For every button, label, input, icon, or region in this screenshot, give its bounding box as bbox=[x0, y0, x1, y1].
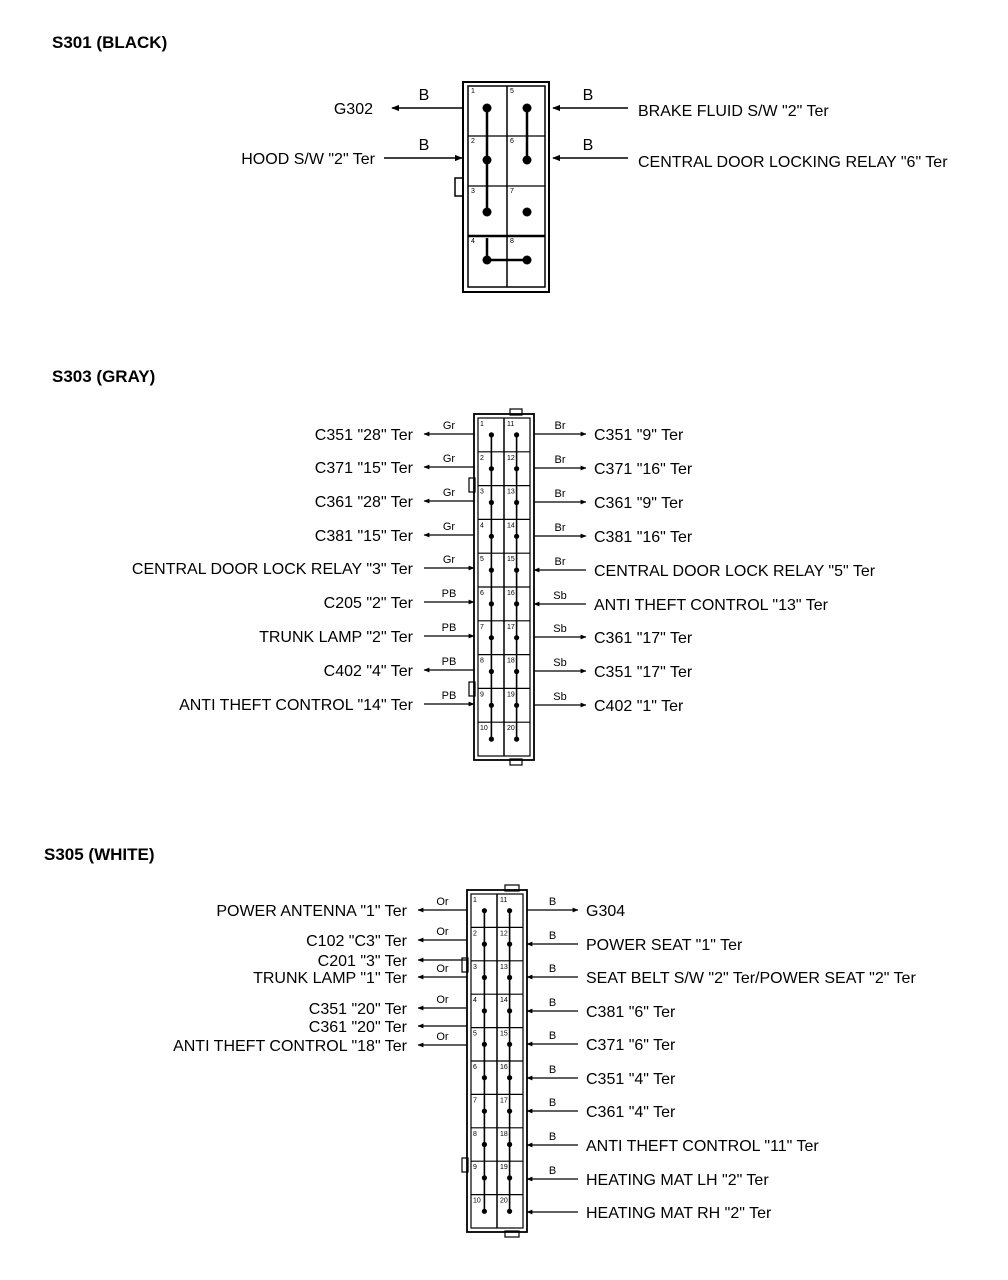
pin-dot bbox=[489, 601, 494, 606]
pin-dot bbox=[507, 1008, 512, 1013]
left-circuit-label: C351 "28" Ter bbox=[314, 427, 413, 444]
pin-dot bbox=[489, 703, 494, 708]
right-circuit-label: SEAT BELT S/W "2" Ter/POWER SEAT "2" Ter bbox=[586, 970, 916, 987]
pin-number: 11 bbox=[507, 421, 515, 428]
s305-connector bbox=[462, 885, 527, 1237]
right-wire-color: B bbox=[548, 896, 557, 908]
left-wire-color: PB bbox=[441, 690, 457, 702]
right-wire-color: B bbox=[548, 1064, 557, 1076]
pin-number: 15 bbox=[500, 1030, 508, 1038]
right-wire-color: Sb bbox=[553, 657, 567, 669]
pin-number: 12 bbox=[500, 930, 508, 938]
pin-number: 8 bbox=[480, 657, 484, 665]
pin-dot bbox=[482, 908, 487, 913]
left-wire-color: Gr bbox=[442, 420, 456, 432]
pin-dot bbox=[489, 466, 494, 471]
right-circuit-label: ANTI THEFT CONTROL "11" Ter bbox=[586, 1138, 819, 1155]
pin-dot bbox=[514, 534, 519, 539]
s301-title: S301 (BLACK) bbox=[52, 33, 168, 52]
pin-dot bbox=[507, 1075, 512, 1080]
pin-number: 11 bbox=[500, 897, 508, 904]
svg-text:8: 8 bbox=[510, 238, 514, 245]
pin-dot bbox=[507, 1042, 512, 1047]
left-wire-color: PB bbox=[441, 622, 457, 634]
pin-dot bbox=[514, 737, 519, 742]
left-wire-color: Or bbox=[436, 1031, 449, 1043]
pin-dot bbox=[507, 1209, 512, 1214]
pin-dot bbox=[507, 975, 512, 980]
pin-dot bbox=[489, 500, 494, 505]
pin-number: 17 bbox=[507, 623, 515, 631]
left-circuit-label: C361 "28" Ter bbox=[314, 494, 413, 511]
pin-dot bbox=[482, 1142, 487, 1147]
s301-left-wire-color: B bbox=[418, 137, 430, 154]
pin-number: 1 bbox=[473, 897, 477, 904]
s305-title: S305 (WHITE) bbox=[44, 845, 155, 864]
pin-dot bbox=[482, 1175, 487, 1180]
right-wire-color: B bbox=[548, 1131, 557, 1143]
pin-dot bbox=[489, 432, 494, 437]
right-circuit-label: C381 "6" Ter bbox=[586, 1004, 676, 1021]
right-wire-color: B bbox=[548, 1030, 557, 1042]
right-wire-color: B bbox=[548, 963, 557, 975]
right-circuit-label: G304 bbox=[586, 903, 626, 920]
pin-number: 20 bbox=[507, 725, 515, 733]
right-wire-color: Br bbox=[554, 488, 566, 500]
pin-number: 4 bbox=[473, 997, 477, 1005]
pin-dot bbox=[514, 432, 519, 437]
left-wire-color: Gr bbox=[442, 554, 456, 566]
left-circuit-label: TRUNK LAMP "2" Ter bbox=[259, 629, 413, 646]
right-wire-color: B bbox=[548, 930, 557, 942]
svg-text:4: 4 bbox=[471, 238, 475, 245]
s305-wires bbox=[173, 896, 916, 1222]
pin-dot bbox=[507, 1142, 512, 1147]
pin-dot bbox=[482, 1209, 487, 1214]
right-wire-color: Sb bbox=[553, 691, 567, 703]
left-wire-color: Or bbox=[436, 994, 449, 1006]
pin-number: 1 bbox=[480, 421, 484, 428]
right-wire-color: Br bbox=[554, 420, 566, 432]
left-circuit-label: C402 "4" Ter bbox=[323, 663, 413, 680]
svg-text:5: 5 bbox=[510, 88, 514, 95]
left-wire-color: PB bbox=[441, 588, 457, 600]
right-circuit-label: C371 "6" Ter bbox=[586, 1037, 676, 1054]
left-wire-color: Or bbox=[436, 896, 449, 908]
s303-section bbox=[52, 367, 876, 765]
right-wire-color: Sb bbox=[553, 590, 567, 602]
pin-number: 20 bbox=[500, 1197, 508, 1205]
pin-number: 7 bbox=[480, 623, 484, 631]
pin-dot bbox=[482, 1008, 487, 1013]
pin-number: 7 bbox=[473, 1097, 477, 1105]
right-wire-color: B bbox=[548, 997, 557, 1009]
pin-dot bbox=[482, 1075, 487, 1080]
right-wire-color: Br bbox=[554, 454, 566, 466]
pin-dot bbox=[482, 1042, 487, 1047]
pin-number: 16 bbox=[500, 1064, 508, 1071]
left-circuit-label: CENTRAL DOOR LOCK RELAY "3" Ter bbox=[131, 561, 413, 578]
s301-right-wire-color: B bbox=[582, 87, 594, 104]
pin-number: 19 bbox=[500, 1164, 508, 1172]
s301-section bbox=[52, 33, 948, 292]
left-circuit-label: C351 "20" Ter bbox=[308, 1001, 407, 1018]
pin-number: 6 bbox=[473, 1064, 477, 1071]
s303-connector bbox=[469, 409, 534, 765]
pin-number: 4 bbox=[480, 522, 484, 530]
pin-dot bbox=[514, 466, 519, 471]
pin-dot bbox=[507, 1109, 512, 1114]
pin-dot bbox=[514, 601, 519, 606]
right-circuit-label: C351 "9" Ter bbox=[594, 427, 684, 444]
pin-number: 14 bbox=[500, 997, 508, 1005]
pin-dot bbox=[482, 942, 487, 947]
left-circuit-label: C381 "15" Ter bbox=[314, 528, 413, 545]
svg-text:1: 1 bbox=[471, 88, 475, 95]
pin-dot bbox=[489, 534, 494, 539]
left-wire-color: Or bbox=[436, 926, 449, 938]
left-circuit-label: TRUNK LAMP "1" Ter bbox=[253, 970, 407, 987]
pin-number: 10 bbox=[480, 725, 488, 733]
pin-dot bbox=[514, 669, 519, 674]
pin-number: 13 bbox=[500, 963, 508, 971]
pin-number: 14 bbox=[507, 522, 515, 530]
pin-dot bbox=[514, 703, 519, 708]
right-circuit-label: C371 "16" Ter bbox=[594, 461, 693, 478]
pin-number: 8 bbox=[473, 1130, 477, 1138]
pin-number: 9 bbox=[480, 691, 484, 699]
pin-number: 10 bbox=[473, 1197, 481, 1205]
right-circuit-label: C402 "1" Ter bbox=[594, 698, 684, 715]
svg-text:7: 7 bbox=[510, 188, 514, 195]
right-circuit-label: C381 "16" Ter bbox=[594, 529, 693, 546]
left-circuit-label: C361 "20" Ter bbox=[308, 1019, 407, 1036]
s301-left-label: HOOD S/W "2" Ter bbox=[241, 151, 375, 168]
pin-number: 3 bbox=[473, 963, 477, 971]
left-circuit-label: C102 "C3" Ter bbox=[306, 933, 407, 950]
pin-dot bbox=[489, 737, 494, 742]
pin-number: 18 bbox=[500, 1130, 508, 1138]
s301-left-label: G302 bbox=[333, 101, 373, 118]
s305-section bbox=[44, 845, 916, 1237]
s301-right-wire-color: B bbox=[582, 137, 594, 154]
pin-dot bbox=[489, 635, 494, 640]
right-circuit-label: C361 "17" Ter bbox=[594, 630, 693, 647]
pin-dot bbox=[514, 500, 519, 505]
pin-dot bbox=[514, 635, 519, 640]
left-circuit-label: ANTI THEFT CONTROL "18" Ter bbox=[173, 1038, 407, 1055]
pin-dot bbox=[489, 568, 494, 573]
right-wire-color: Br bbox=[554, 522, 566, 534]
right-wire-color: Sb bbox=[553, 623, 567, 635]
left-wire-color: Gr bbox=[442, 453, 456, 465]
left-wire-color: Gr bbox=[442, 521, 456, 533]
s303-title: S303 (GRAY) bbox=[52, 367, 156, 386]
left-wire-color: Gr bbox=[442, 487, 456, 499]
s301-connector bbox=[455, 82, 549, 292]
right-circuit-label: C351 "4" Ter bbox=[586, 1071, 676, 1088]
right-circuit-label: HEATING MAT RH "2" Ter bbox=[586, 1205, 772, 1222]
left-circuit-label: POWER ANTENNA "1" Ter bbox=[216, 903, 407, 920]
left-circuit-label: ANTI THEFT CONTROL "14" Ter bbox=[179, 697, 413, 714]
left-circuit-label: C371 "15" Ter bbox=[314, 460, 413, 477]
right-circuit-label: C351 "17" Ter bbox=[594, 664, 693, 681]
s301-right-label: BRAKE FLUID S/W "2" Ter bbox=[638, 103, 829, 120]
pin-number: 12 bbox=[507, 454, 515, 462]
right-circuit-label: C361 "9" Ter bbox=[594, 495, 684, 512]
pin-number: 15 bbox=[507, 556, 515, 564]
s301-right-label: CENTRAL DOOR LOCKING RELAY "6" Ter bbox=[638, 154, 948, 171]
right-circuit-label: POWER SEAT "1" Ter bbox=[586, 937, 743, 954]
right-circuit-label: C361 "4" Ter bbox=[586, 1104, 676, 1121]
pin-dot bbox=[507, 908, 512, 913]
right-wire-color: B bbox=[548, 1165, 557, 1177]
left-wire-color: PB bbox=[441, 656, 457, 668]
pin-number: 13 bbox=[507, 488, 515, 496]
left-circuit-label: C201 "3" Ter bbox=[317, 953, 407, 970]
right-circuit-label: ANTI THEFT CONTROL "13" Ter bbox=[594, 597, 828, 614]
pin-dot bbox=[514, 568, 519, 573]
pin-number: 17 bbox=[500, 1097, 508, 1105]
pin-number: 6 bbox=[480, 590, 484, 597]
pin-number: 16 bbox=[507, 590, 515, 597]
svg-text:6: 6 bbox=[510, 138, 514, 145]
pin-number: 18 bbox=[507, 657, 515, 665]
pin-dot bbox=[507, 1175, 512, 1180]
pin-dot bbox=[482, 1109, 487, 1114]
pin-dot bbox=[507, 942, 512, 947]
pin-number: 19 bbox=[507, 691, 515, 699]
svg-text:2: 2 bbox=[471, 138, 475, 145]
pin-number: 9 bbox=[473, 1164, 477, 1172]
svg-text:3: 3 bbox=[471, 188, 475, 195]
pin-dot bbox=[489, 669, 494, 674]
s301-left-wire-color: B bbox=[418, 87, 430, 104]
pin-dot bbox=[482, 975, 487, 980]
left-wire-color: Or bbox=[436, 963, 449, 975]
right-wire-color: B bbox=[548, 1097, 557, 1109]
pin-number: 5 bbox=[473, 1030, 477, 1038]
right-circuit-label: HEATING MAT LH "2" Ter bbox=[586, 1172, 769, 1189]
pin-number: 3 bbox=[480, 488, 484, 496]
left-circuit-label: C205 "2" Ter bbox=[323, 595, 413, 612]
pin-number: 2 bbox=[480, 454, 484, 462]
pin-number: 2 bbox=[473, 930, 477, 938]
right-circuit-label: CENTRAL DOOR LOCK RELAY "5" Ter bbox=[594, 563, 876, 580]
right-wire-color: Br bbox=[554, 556, 566, 568]
pin-number: 5 bbox=[480, 556, 484, 564]
